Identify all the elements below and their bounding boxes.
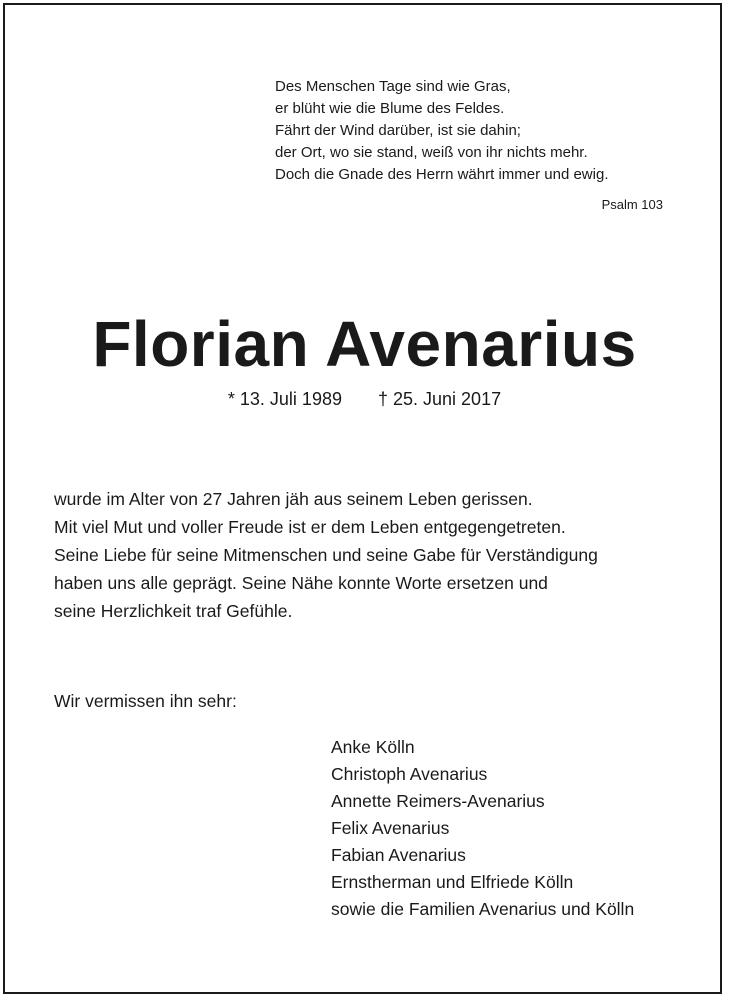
mourners-list [331, 734, 634, 923]
quote-line: Des Menschen Tage sind wie Gras, [275, 78, 511, 95]
mourner-name: Ernstherman und Elfriede Kölln [331, 872, 574, 892]
birth-date: * 13. Juli 1989 [227, 389, 342, 409]
mourner-name: Fabian Avenarius [331, 845, 466, 865]
mourner-name: Christoph Avenarius [331, 764, 488, 784]
obituary-line: Seine Liebe für seine Mitmenschen und seine Gabe für Verständigung [54, 545, 598, 565]
psalm-quote [275, 76, 609, 186]
obituary-line: wurde im Alter von 27 Jahren jäh aus seinem Leben gerissen. [54, 489, 533, 509]
mourner-name: Anke Kölln [331, 737, 415, 757]
quote-line: er blüht wie die Blume des Feldes. [275, 100, 505, 117]
quote-line: Doch die Gnade des Herrn währt immer und ewig. [275, 166, 609, 183]
closing-line: Wir vermissen ihn sehr: [54, 691, 237, 711]
life-dates [0, 389, 729, 410]
obituary-line: haben uns alle geprägt. Seine Nähe konnte Worte ersetzen und [54, 573, 548, 593]
mourner-name: Felix Avenarius [331, 818, 450, 838]
quote-line: der Ort, wo sie stand, weiß von ihr nichts mehr. [275, 144, 588, 161]
quote-line: Fährt der Wind darüber, ist sie dahin; [275, 122, 521, 139]
mourner-name: sowie die Familien Avenarius und Kölln [331, 899, 635, 919]
deceased-name: Florian Avenarius [92, 308, 637, 380]
mourner-name: Annette Reimers-Avenarius [331, 791, 545, 811]
obituary-line: Mit viel Mut und voller Freude ist er dem Leben entgegengetreten. [54, 517, 566, 537]
death-date: † 25. Juni 2017 [377, 389, 502, 409]
quote-source: Psalm 103 [601, 197, 663, 212]
obituary-text [54, 485, 598, 625]
obituary-line: seine Herzlichkeit traf Gefühle. [54, 601, 293, 621]
